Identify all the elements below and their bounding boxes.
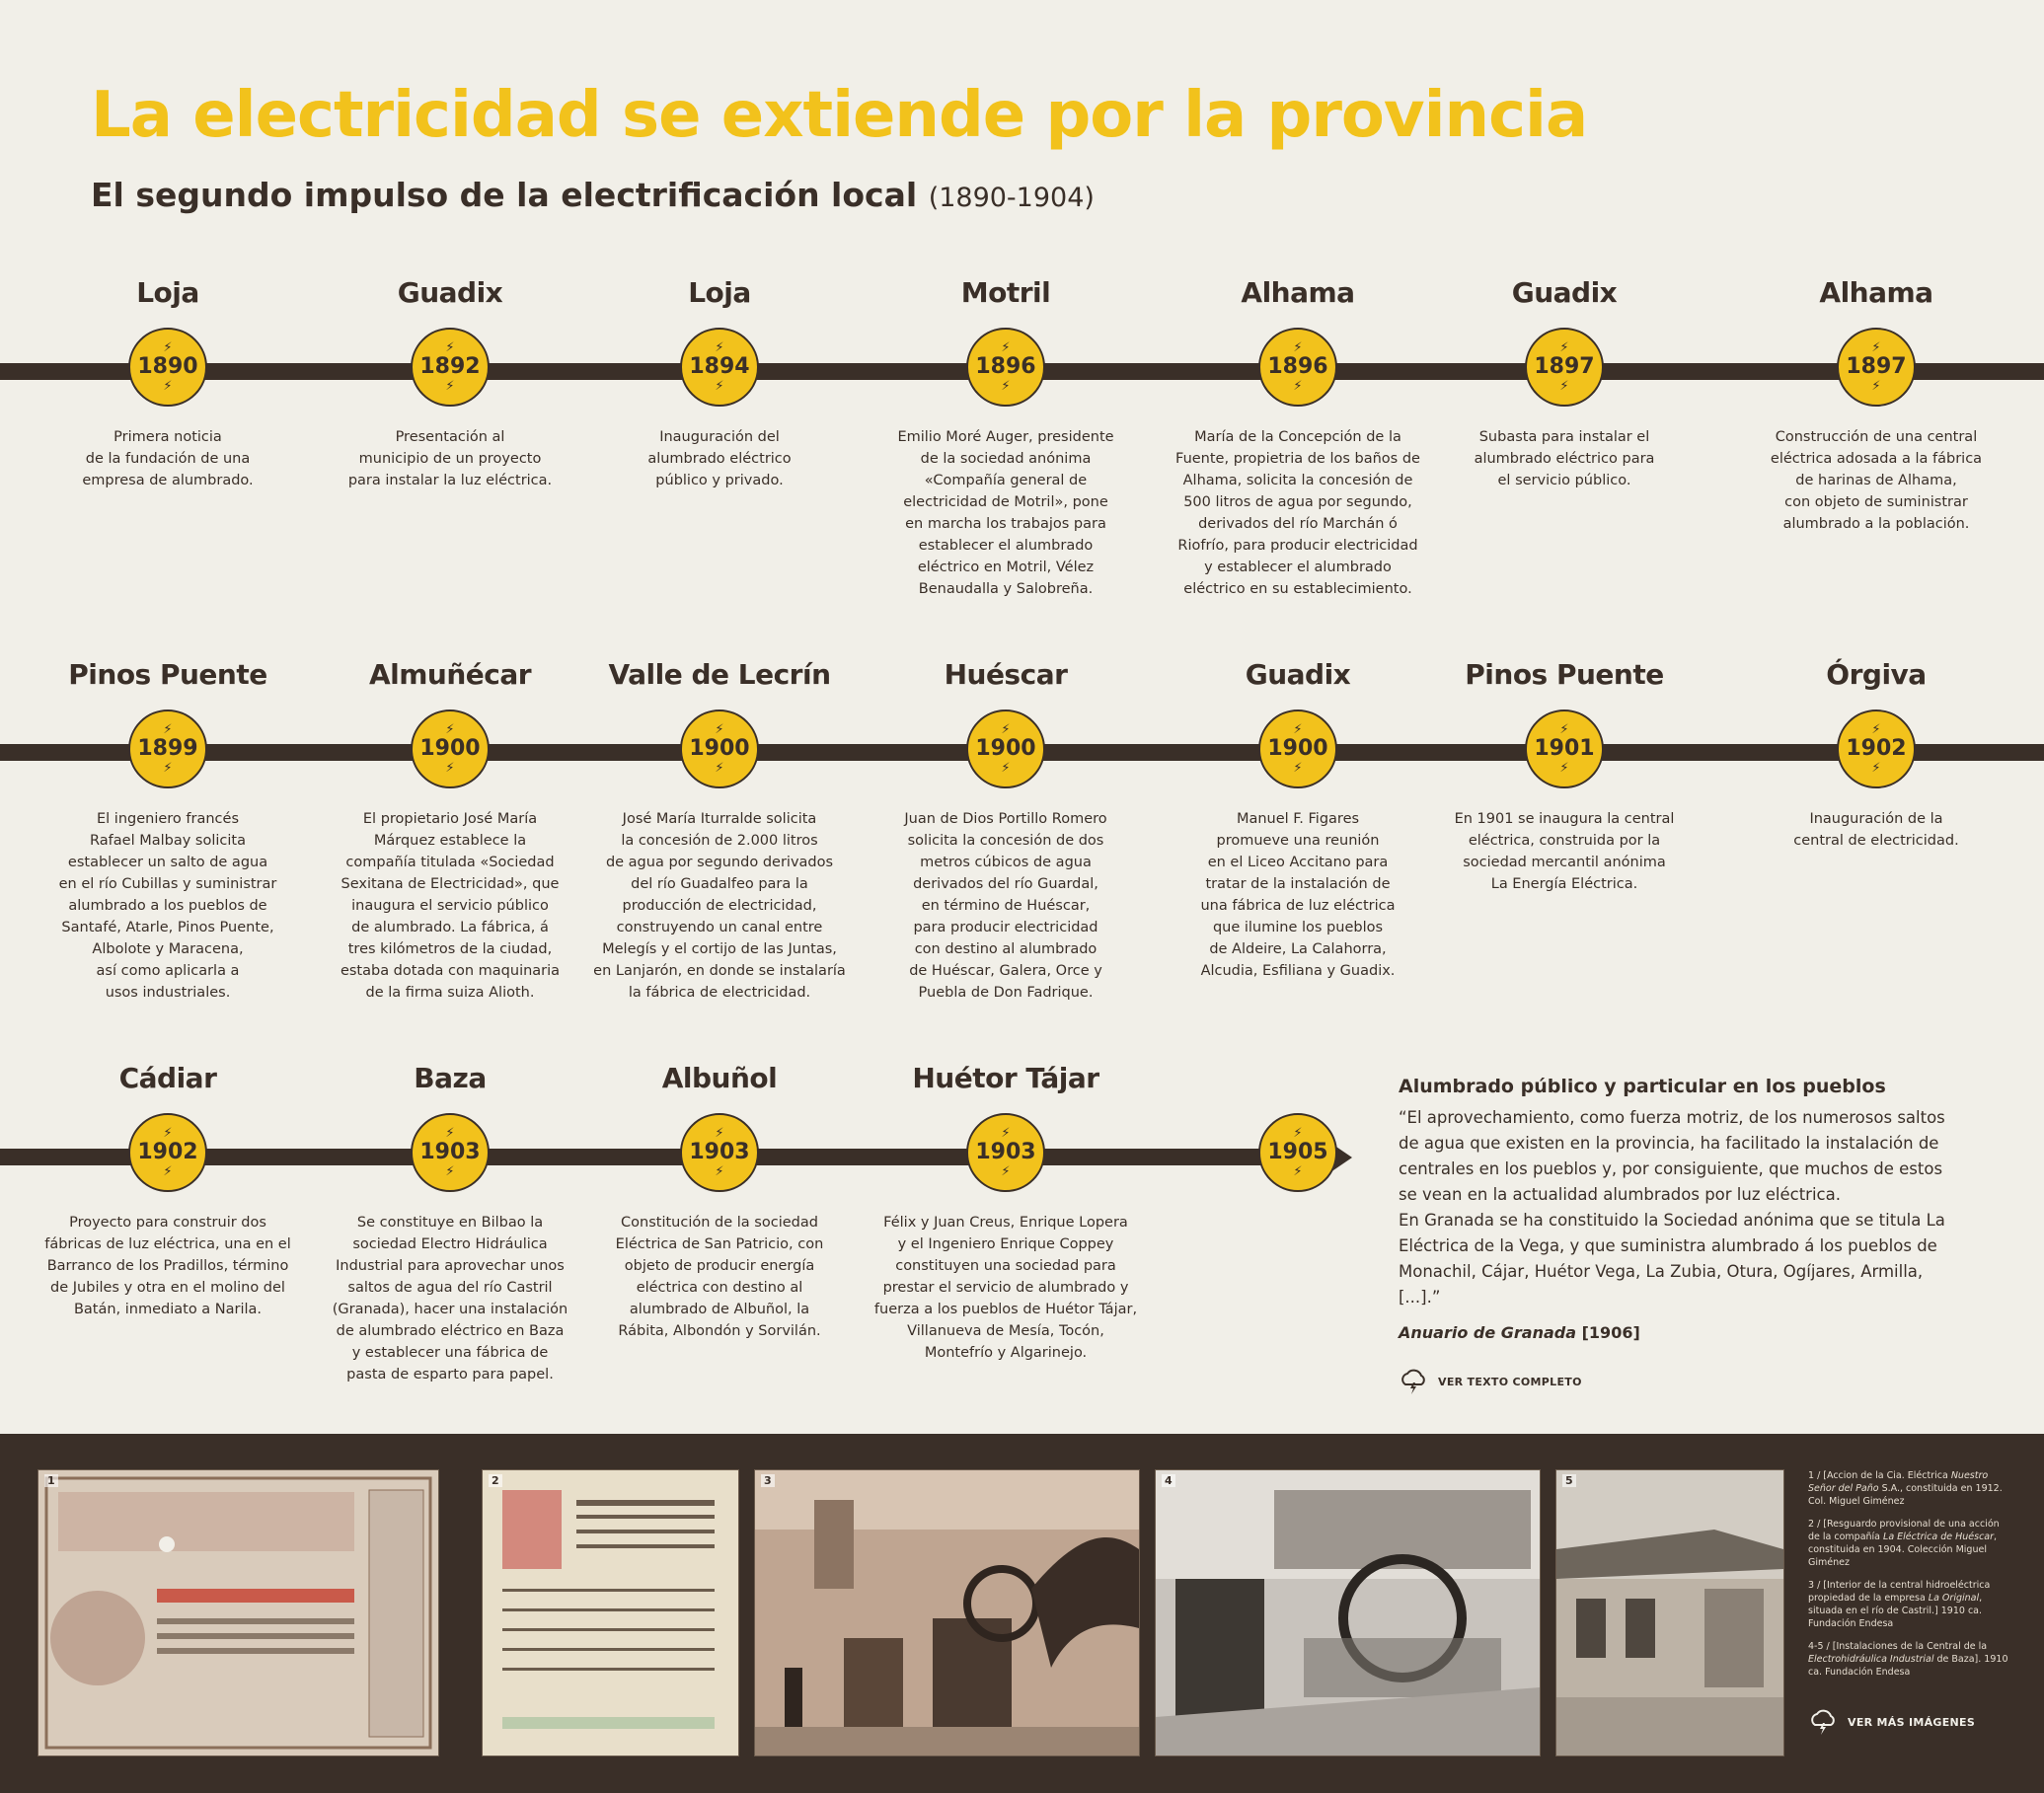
bolt-icon: ⚡ [1559,761,1569,776]
quote-text-2: En Granada se ha constituido la Sociedad anónima que se titula La Eléctrica de la Vega, y que suministra alumbrado á los pueblos de Monachil, Cájar, Huétor Vega, La Zubia, Otura, Ogíjares, Armilla, [...].” [1399,1211,1945,1307]
event-year-badge [1258,710,1337,788]
gallery-photo-number: 2 [489,1474,502,1487]
quote-panel [1399,1076,1951,1395]
caption-2-post: , constituida en 1904. Colección Miguel Giménez [1808,1532,1998,1568]
caption-1-pre: 1 / [Accion de la Cia. Eléctrica [1808,1470,1951,1481]
bolt-icon: ⚡ [1001,1126,1011,1141]
event-place: Guadix [1245,658,1351,691]
event-year: 1902 [137,1140,198,1164]
bolt-icon: ⚡ [715,1164,724,1179]
event-year-badge [128,328,207,407]
bolt-icon: ⚡ [715,761,724,776]
caption-3-pre: 3 / [Interior de la central hidroeléctrica propiedad de la empresa [1808,1580,1991,1604]
full-text-link[interactable] [1399,1368,1951,1395]
event-year: 1903 [689,1140,750,1164]
event-description: Emilio Moré Auger, presidente de la sociedad anónima «Compañía general de electricidad de Motril», pone en marcha los trabajos para establecer el alumbrado eléctrico en Motril, Vélez Benaudalla y Salobreña. [897,429,1114,597]
quote-source-title: Anuario de Granada [1399,1323,1577,1342]
event-description: En 1901 se inaugura la central eléctrica, construida por la sociedad mercantil anónima La Energía Eléctrica. [1454,811,1675,892]
event-year-badge [680,1113,759,1192]
event-year-badge [128,1113,207,1192]
event-year: 1897 [1534,354,1595,379]
bolt-icon: ⚡ [1001,1164,1011,1179]
event-description: El ingeniero francés Rafael Malbay solicita establecer un salto de agua en el río Cubillas y suministrar alumbrado a los pueblos de Santafé, Atarle, Pinos Puente, Albolote y Maracena, así como aplicarla a usos industriales. [58,811,277,1001]
bolt-icon: ⚡ [445,1164,455,1179]
gallery-photo-number: 5 [1562,1474,1576,1487]
event-year-badge [1525,328,1604,407]
bolt-icon: ⚡ [1001,379,1011,394]
bolt-icon: ⚡ [1559,379,1569,394]
event-place: Cádiar [118,1062,217,1094]
caption-2-italic: La Eléctrica de Huéscar [1883,1532,1995,1542]
subtitle-text: El segundo impulso de la electrificación local [91,176,918,214]
bolt-icon: ⚡ [163,340,173,355]
event-year-badge [411,328,490,407]
bolt-icon: ⚡ [1559,722,1569,737]
event-year-badge [966,328,1045,407]
more-images-label: VER MÁS IMÁGENES [1848,1715,1976,1729]
bolt-icon: ⚡ [445,1126,455,1141]
event-year-badge [1525,710,1604,788]
gallery-photo-3[interactable] [754,1469,1140,1756]
gallery-photo-number: 3 [761,1474,775,1487]
page-title: La electricidad se extiende por la provincia [91,79,1588,152]
quote-heading: Alumbrado público y particular en los pueblos [1399,1076,1886,1097]
event-year: 1896 [975,354,1036,379]
event-year: 1897 [1846,354,1907,379]
event-year: 1899 [137,736,198,761]
full-text-label: VER TEXTO COMPLETO [1438,1375,1582,1388]
event-description: Primera noticia de la fundación de una empresa de alumbrado. [82,429,254,488]
event-place: Almuñécar [368,658,532,691]
event-year: 1894 [689,354,750,379]
event-description: Constitución de la sociedad Eléctrica de San Patricio, con objeto de producir energía eléctrica con destino al alumbrado de Albuñol, la Rábita, Albondón y Sorvilán. [615,1215,824,1339]
event-place: Motril [960,276,1051,309]
event-year: 1901 [1534,736,1595,761]
event-description: Manuel F. Figares promueve una reunión en el Liceo Accitano para tratar de la instalación de una fábrica de luz eléctrica que ilumine los pueblos de Aldeire, La Calahorra, Alcudia, Esfiliana y Guadix. [1200,811,1396,979]
event-year: 1900 [975,736,1036,761]
cloud-bolt-icon [1808,1708,1838,1736]
bolt-icon: ⚡ [445,761,455,776]
event-year-badge [411,1113,490,1192]
caption-4-italic: Electrohidráulica Industrial [1808,1654,1934,1665]
bolt-icon: ⚡ [445,722,455,737]
caption-3 [1808,1579,2010,1630]
event-description: María de la Concepción de la Fuente, propietria de los baños de Alhama, solicita la concesión de 500 litros de agua por segundo, derivados del río Marchán ó Riofrío, para producir electricidad y establecer el alumbrado eléctrico en su establecimiento. [1175,429,1420,597]
caption-3-post: , situada en el río de Castril.] 1910 ca. Fundación Endesa [1808,1593,1983,1629]
event-description: Construcción de una central eléctrica adosada a la fábrica de harinas de Alhama, con objeto de suministrar alumbrado a la población. [1770,429,1983,532]
event-description: Juan de Dios Portillo Romero solicita la concesión de dos metros cúbicos de agua derivados del río Guardal, en término de Huéscar, para producir electricidad con destino al alumbrado de Huéscar, Galera, Orce y Puebla de Don Fadrique. [904,811,1107,1001]
bolt-icon: ⚡ [163,761,173,776]
event-place: Pinos Puente [68,658,267,691]
bolt-icon: ⚡ [715,340,724,355]
bolt-icon: ⚡ [715,379,724,394]
event-place: Baza [414,1062,487,1094]
bolt-icon: ⚡ [163,722,173,737]
event-year: 1900 [419,736,481,761]
event-year-badge [966,1113,1045,1192]
bolt-icon: ⚡ [445,340,455,355]
event-place: Alhama [1241,276,1355,309]
event-year: 1900 [689,736,750,761]
caption-3-italic: La Original [1928,1593,1980,1604]
bolt-icon: ⚡ [1293,379,1303,394]
event-year: 1903 [419,1140,481,1164]
bolt-icon: ⚡ [1293,761,1303,776]
event-year-badge [680,710,759,788]
bolt-icon: ⚡ [163,1164,173,1179]
event-year: 1892 [419,354,481,379]
event-place: Huétor Tájar [912,1062,1099,1094]
event-year-badge [680,328,759,407]
quote-source-year: [1906] [1581,1323,1640,1342]
event-year: 1902 [1846,736,1907,761]
bolt-icon: ⚡ [1293,1126,1303,1141]
bolt-icon: ⚡ [715,1126,724,1141]
caption-1 [1808,1469,2010,1508]
event-description: Subasta para instalar el alumbrado eléctrico para el servicio público. [1474,429,1655,488]
page-subtitle [91,176,1095,214]
event-year: 1905 [1267,1140,1328,1164]
event-place: Pinos Puente [1465,658,1664,691]
event-year: 1903 [975,1140,1036,1164]
event-place: Loja [688,276,751,309]
bolt-icon: ⚡ [715,722,724,737]
event-description: Inauguración de la central de electricidad. [1793,811,1959,849]
event-year: 1896 [1267,354,1328,379]
caption-1-italic: Nuestro Señor del Paño [1808,1470,1989,1494]
gallery-photo-2[interactable] [482,1469,739,1756]
quote-source [1399,1320,1951,1346]
bolt-icon: ⚡ [1001,722,1011,737]
event-description: Inauguración del alumbrado eléctrico público y privado. [647,429,792,488]
bolt-icon: ⚡ [1001,761,1011,776]
event-description: José María Iturralde solicita la concesión de 2.000 litros de agua por segundo derivados del río Guadalfeo para la producción de electricidad, construyendo un canal entre Melegís y el cortijo de las Juntas, en Lanjarón, en donde se instalaría la fábrica de electricidad. [593,811,846,1001]
event-place: Albuñol [661,1062,778,1094]
event-place: Loja [136,276,199,309]
caption-4-post: de Baza]. 1910 ca. Fundación Endesa [1808,1654,2008,1678]
caption-2-pre: 2 / [Resguardo provisional de una acción de la compañía [1808,1519,2000,1542]
event-description: Presentación al municipio de un proyecto para instalar la luz eléctrica. [347,429,553,488]
event-year-badge [1837,710,1916,788]
caption-4 [1808,1640,2010,1679]
bolt-icon: ⚡ [1559,340,1569,355]
event-place: Valle de Lecrín [608,658,831,691]
bolt-icon: ⚡ [1871,761,1881,776]
cloud-bolt-icon [1399,1368,1428,1395]
quote-text-1: “El aprovechamiento, como fuerza motriz, de los numerosos saltos de agua que existen en la provincia, ha facilitado la instalación de centrales en los pueblos y, por consiguiente, que muchos de estos se vean en la actualidad alumbrados por luz eléctrica. [1399,1108,1945,1204]
subtitle-years: (1890-1904) [928,183,1095,213]
bolt-icon: ⚡ [1293,1164,1303,1179]
gallery-photo-5[interactable] [1555,1469,1784,1756]
bolt-icon: ⚡ [1871,722,1881,737]
event-year: 1900 [1267,736,1328,761]
event-year-badge [1258,328,1337,407]
event-place: Guadix [397,276,503,309]
gallery-photo-4[interactable] [1155,1469,1541,1756]
caption-2 [1808,1518,2010,1569]
event-year: 1890 [137,354,198,379]
event-place: Huéscar [944,658,1068,691]
event-year-badge [128,710,207,788]
event-description: Proyecto para construir dos fábricas de luz eléctrica, una en el Barranco de los Pradillos, término de Jubiles y otra en el molino del Batán, inmediato a Narila. [44,1215,291,1317]
event-year-badge [966,710,1045,788]
caption-1-post: S.A., constituida en 1912. Col. Miguel Giménez [1808,1483,2003,1507]
gallery-photo-number: 4 [1162,1474,1175,1487]
event-year-badge [1258,1113,1337,1192]
bolt-icon: ⚡ [163,379,173,394]
bolt-icon: ⚡ [1293,340,1303,355]
bolt-icon: ⚡ [445,379,455,394]
bolt-icon: ⚡ [1871,379,1881,394]
gallery-captions [1808,1469,2010,1688]
event-year-badge [1837,328,1916,407]
gallery-photo-number: 1 [44,1474,58,1487]
bolt-icon: ⚡ [163,1126,173,1141]
caption-4-pre: 4-5 / [Instalaciones de la Central de la [1808,1641,1988,1652]
more-images-link[interactable] [1808,1708,1975,1736]
bolt-icon: ⚡ [1293,722,1303,737]
bolt-icon: ⚡ [1001,340,1011,355]
gallery-photo-1[interactable] [38,1469,439,1756]
event-place: Órgiva [1826,658,1927,691]
event-place: Alhama [1819,276,1933,309]
bolt-icon: ⚡ [1871,340,1881,355]
event-place: Guadix [1511,276,1618,309]
event-description: Félix y Juan Creus, Enrique Lopera y el Ingeniero Enrique Coppey constituyen una sociedad para prestar el servicio de alumbrado y fuerza a los pueblos de Huétor Tájar, Villanueva de Mesía, Tocón, Montefrío y Algarinejo. [873,1215,1138,1361]
event-year-badge [411,710,490,788]
event-description: El propietario José María Márquez establece la compañía titulada «Sociedad Sexitana de Electricidad», que inaugura el servicio público de alumbrado. La fábrica, á tres kilómetros de la ciudad, estaba dotada con maquinaria de la firma suiza Alioth. [340,811,561,1001]
event-description: Se constituye en Bilbao la sociedad Electro Hidráulica Industrial para aprovechar unos saltos de agua del río Castril (Granada), hacer una instalación de alumbrado eléctrico en Baza y establecer una fábrica de pasta de esparto para papel. [332,1215,568,1382]
